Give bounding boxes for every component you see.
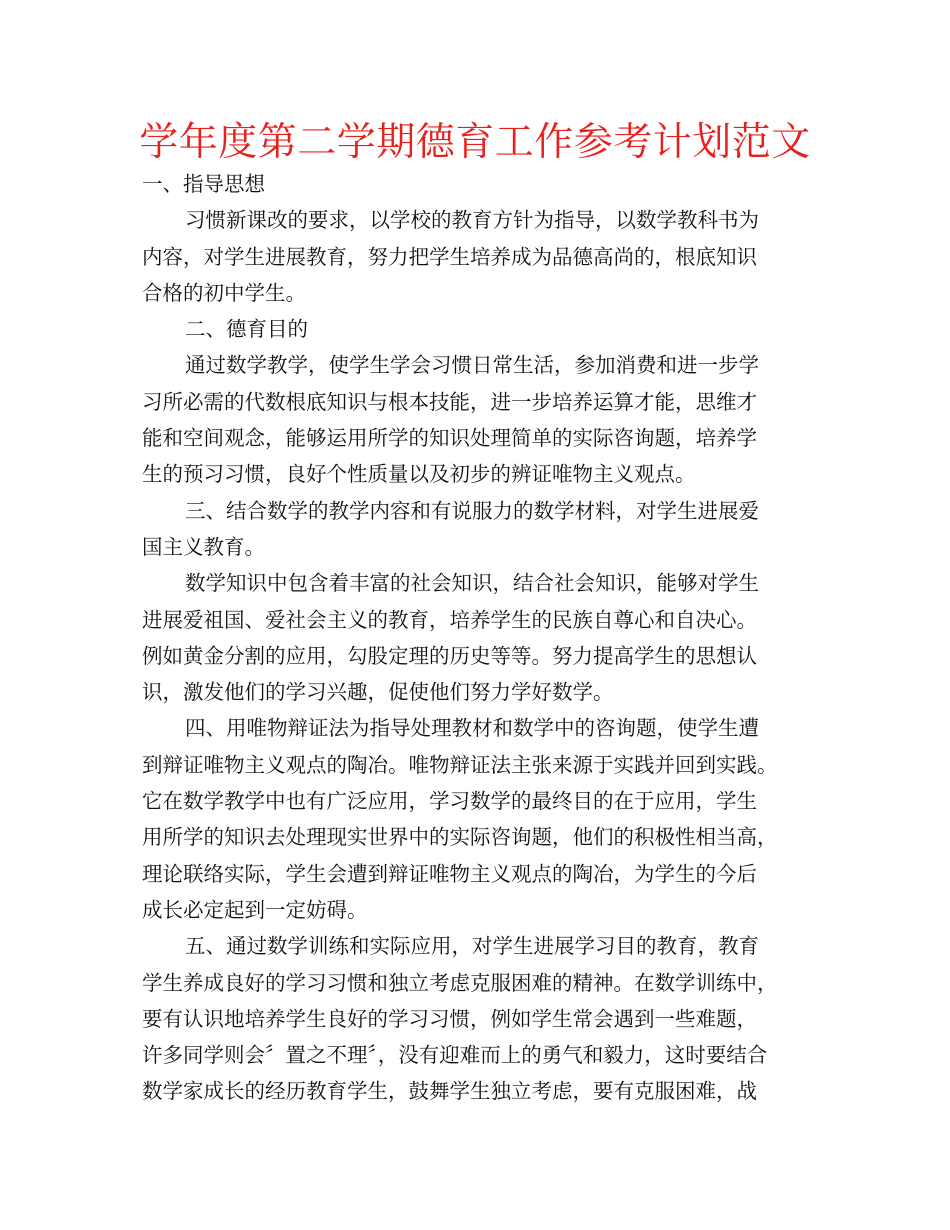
- text-line: 内容，对学生进展教育，努力把学生培养成为品德高尚的，根底知识: [142, 244, 757, 269]
- text-line: 理论联络实际，学生会遭到辩证唯物主义观点的陶冶，为学生的今后: [142, 861, 757, 886]
- text-line: 识，激发他们的学习兴趣，促使他们努力学好数学。: [142, 680, 614, 705]
- document-body: [142, 166, 822, 1110]
- text-line: 进展爱祖国、爱社会主义的教育，培养学生的民族自尊心和自决心。: [142, 607, 757, 632]
- text-line: 学生养成良好的学习习惯和独立考虑克服困难的精神。在数学训练中，: [142, 970, 778, 995]
- text-line: 用所学的知识去处理现实世界中的实际咨询题，他们的积极性相当高，: [142, 825, 778, 850]
- text-line: 习所必需的代数根底知识与根本技能，进一步培养运算才能，思维才: [142, 389, 757, 414]
- text-line: 四、用唯物辩证法为指导处理教材和数学中的咨询题，使学生遭: [185, 716, 759, 741]
- text-line: 它在数学教学中也有广泛应用，学习数学的最终目的在于应用，学生: [142, 789, 757, 814]
- text-line: 三、结合数学的教学内容和有说服力的数学材料，对学生进展爱: [185, 498, 759, 523]
- text-line: 数学家成长的经历教育学生，鼓舞学生独立考虑，要有克服困难，战: [142, 1079, 757, 1104]
- text-line: 要有认识地培养学生良好的学习习惯，例如学生常会遇到一些难题，: [142, 1006, 757, 1031]
- text-line: 通过数学教学，使学生学会习惯日常生活，参加消费和进一步学: [185, 353, 759, 378]
- text-line: 一、指导思想: [142, 172, 265, 196]
- text-line: 成长必定起到一定妨碍。: [142, 897, 368, 922]
- text-line: 习惯新课改的要求，以学校的教育方针为指导，以数学教科书为: [185, 208, 759, 233]
- text-line: 例如黄金分割的应用，勾股定理的历史等等。努力提高学生的思想认: [142, 643, 757, 668]
- text-line: 二、德育目的: [185, 317, 308, 342]
- text-line: 国主义教育。: [142, 534, 265, 559]
- document-title: 学年度第二学期德育工作参考计划范文: [139, 120, 811, 165]
- text-line: 许多同学则会〞置之不理〞，没有迎难而上的勇气和毅力，这时要结合: [142, 1043, 768, 1068]
- text-line: 五、通过数学训练和实际应用，对学生进展学习目的教育，教育: [185, 934, 759, 959]
- text-line: 生的预习习惯，良好个性质量以及初步的辨证唯物主义观点。: [142, 462, 696, 487]
- text-line: 数学知识中包含着丰富的社会知识，结合社会知识，能够对学生: [185, 571, 759, 596]
- text-line: 到辩证唯物主义观点的陶冶。唯物辩证法主张来源于实践并回到实践。: [142, 752, 778, 777]
- text-line: 合格的初中学生。: [142, 280, 306, 305]
- text-line: 能和空间观念，能够运用所学的知识处理简单的实际咨询题，培养学: [142, 426, 757, 451]
